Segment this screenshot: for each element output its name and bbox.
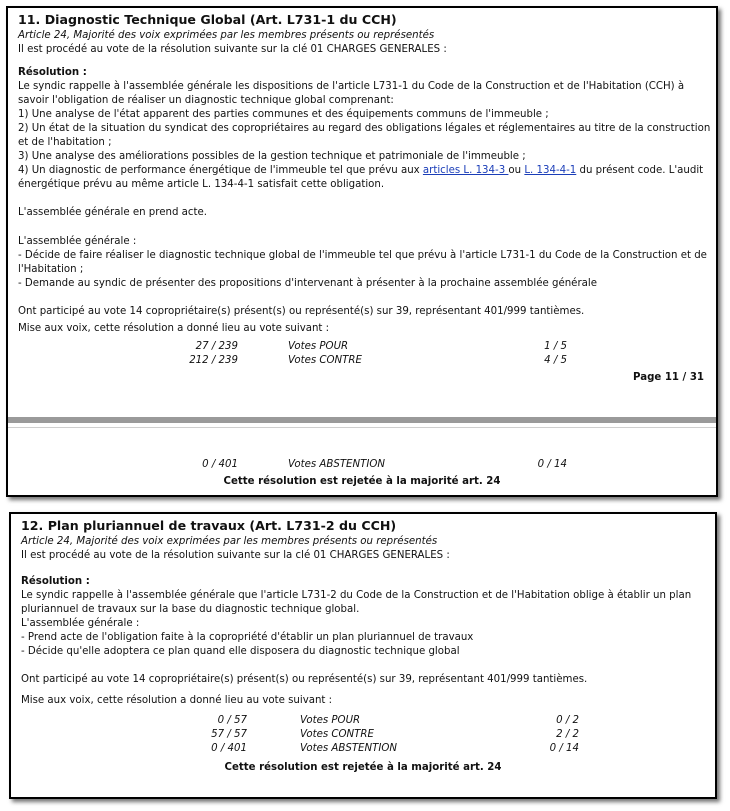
vote-tantiemes: 0 / 401 [202, 459, 238, 470]
participation-line: Ont participé au vote 14 copropriétaire(s) présent(s) ou représenté(s) sur 39, représentant 401/999 tantièmes. [18, 306, 585, 317]
page-break-bar [8, 417, 716, 423]
body-line: savoir l'obligation de réaliser un diagnostic technique global comprenant: [18, 95, 394, 106]
article-link-134-4-1[interactable]: L. 134-4-1 [524, 165, 577, 176]
resolution-11-result: Cette résolution est rejetée à la majorité art. 24 [223, 476, 501, 487]
acte-line: L'assemblée générale en prend acte. [18, 207, 207, 218]
vote-count: 0 / 2 [556, 715, 579, 726]
ag-label: L'assemblée générale : [18, 236, 137, 247]
resolution-11-title: 11. Diagnostic Technique Global (Art. L731-1 du CCH) [18, 12, 397, 27]
vote-count: 4 / 5 [544, 355, 567, 366]
vote-tantiemes: 27 / 239 [195, 341, 238, 352]
vote-tantiemes: 0 / 57 [217, 715, 247, 726]
resolution-11-majority: Article 24, Majorité des voix exprimées par les membres présents ou représentés [18, 30, 435, 41]
body-line: 2) Un état de la situation du syndicat des copropriétaires au regard des obligations légales et réglementaires au titre de la construction [18, 123, 711, 134]
line4-suffix: du présent code. L'audit [576, 165, 704, 176]
body-line: 3) Une analyse des améliorations possibles de la gestion technique et patrimoniale de l'immeuble ; [18, 151, 526, 162]
decision-line: - Décide de faire réaliser le diagnostic technique global de l'immeuble tel que prévu à l'article L731-1 du Code de la Construction et de [18, 250, 707, 261]
vote-label: Votes CONTRE [288, 355, 362, 366]
vote-count: 0 / 14 [537, 459, 567, 470]
resolution-11-label: Résolution : [18, 67, 87, 78]
body-line: Le syndic rappelle à l'assemblée générale les dispositions de l'article L731-1 du Code de la Construction et de l'Habitation (CCH) à [18, 81, 685, 92]
article-link-134-3[interactable]: articles L. 134-3 [422, 165, 509, 176]
mise-aux-voix-line: Mise aux voix, cette résolution a donné lieu au vote suivant : [21, 695, 333, 706]
line4-mid: ou [508, 165, 525, 176]
vote-label: Votes POUR [300, 715, 361, 726]
body-line-with-links [18, 164, 703, 177]
resolution-12-title: 12. Plan pluriannuel de travaux (Art. L731-2 du CCH) [21, 518, 397, 533]
resolution-11-box [6, 6, 718, 497]
body-line: L'assemblée générale : [21, 618, 140, 629]
body-line: et de l'habitation ; [18, 137, 112, 148]
resolution-12-intro: Il est procédé au vote de la résolution suivante sur la clé 01 CHARGES GENERALES : [21, 550, 450, 561]
participation-line: Ont participé au vote 14 copropriétaire(s) présent(s) ou représenté(s) sur 39, représentant 401/999 tantièmes. [21, 674, 588, 685]
vote-label: Votes POUR [288, 341, 349, 352]
decision-line: - Demande au syndic de présenter des propositions d'intervenant à présenter à la prochaine assemblée générale [18, 278, 597, 289]
decision-line: l'Habitation ; [18, 264, 84, 275]
vote-count: 2 / 2 [556, 729, 579, 740]
page-break-line [8, 427, 716, 428]
resolution-12-box [9, 512, 717, 799]
vote-label: Votes CONTRE [300, 729, 374, 740]
body-line: énergétique prévu au même article L. 134-4-1 satisfait cette obligation. [18, 179, 385, 190]
vote-count: 0 / 14 [549, 743, 579, 754]
vote-tantiemes: 0 / 401 [211, 743, 247, 754]
vote-label: Votes ABSTENTION [300, 743, 397, 754]
vote-count: 1 / 5 [544, 341, 567, 352]
vote-label: Votes ABSTENTION [288, 459, 385, 470]
body-line: - Prend acte de l'obligation faite à la copropriété d'établir un plan pluriannuel de travaux [21, 632, 474, 643]
vote-tantiemes: 212 / 239 [189, 355, 238, 366]
body-line: pluriannuel de travaux sur la base du diagnostic technique global. [21, 604, 360, 615]
mise-aux-voix-line: Mise aux voix, cette résolution a donné lieu au vote suivant : [18, 323, 330, 334]
vote-tantiemes: 57 / 57 [211, 729, 247, 740]
body-line: Le syndic rappelle à l'assemblée générale que l'article L731-2 du Code de la Construction et de l'Habitation oblige à établir un plan [21, 590, 692, 601]
resolution-11-intro: Il est procédé au vote de la résolution suivante sur la clé 01 CHARGES GENERALES : [18, 44, 447, 55]
body-line: - Décide qu'elle adoptera ce plan quand elle disposera du diagnostic technique global [21, 646, 460, 657]
resolution-12-label: Résolution : [21, 576, 90, 587]
line4-prefix: 4) Un diagnostic de performance énergétique de l'immeuble tel que prévu aux [18, 165, 423, 176]
resolution-12-result: Cette résolution est rejetée à la majorité art. 24 [224, 762, 502, 773]
resolution-12-majority: Article 24, Majorité des voix exprimées par les membres présents ou représentés [21, 536, 438, 547]
page-number: Page 11 / 31 [633, 372, 704, 383]
body-line: 1) Une analyse de l'état apparent des parties communes et des équipements communs de l'immeuble ; [18, 109, 549, 120]
